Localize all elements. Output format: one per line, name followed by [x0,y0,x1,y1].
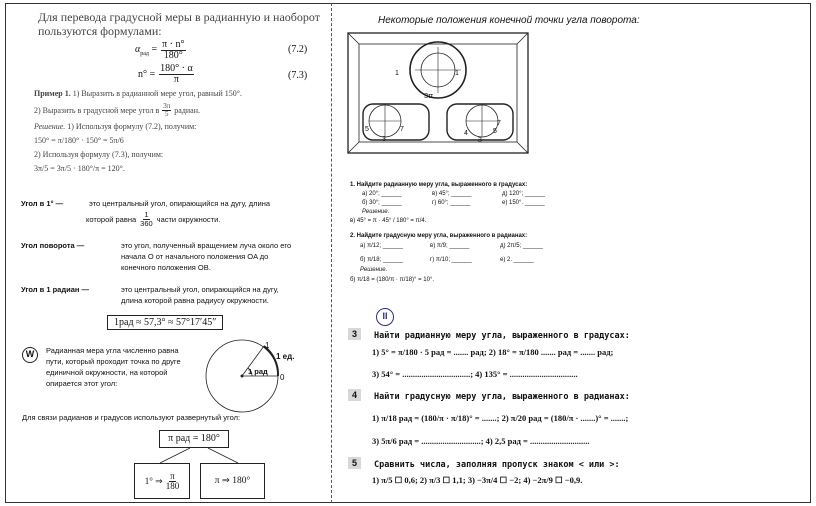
circle-label-zero: 0 [280,373,285,382]
task-5-title: Сравнить числа, заполняя пропуск знаком < или >: [374,460,620,470]
formula-7-3: n° = $\frac{180^\circ \cdot \alpha}{\pi}$ [138,63,193,85]
task-3-title: Найти радианную меру угла, выраженного в градусах: [374,331,630,341]
mark-top-pi: 3π [424,91,434,100]
mark-c4: 7 [497,120,501,127]
mark-b1: 5 [365,126,369,133]
example-1: Пример 1. 1) Выразить в радианной мере угол, равный 150°. 2) Выразить в градусной мере угол в $\frac{3\pi}{5}$ радиан. Решение. 1) Используя формулу (7.2), получим: 150° = π/180° · 150° = 5π/6 2) Используя формулу (7.3), получим: 3π/5 = 3π/5 · 180°/π = 120°. [34,89,242,173]
exercise-1: 1. Найдите радианную меру угла, выраженного в градусах: а) 20°; ______ в) 45°; ______ д) 120°; ______ б) 30°; ______ г) 60°; ______ е) 150°. ______ Решение. в) 45° = π · 45° / 180° = π/4. [350,182,545,224]
formula-7-2: $\alpha_{рад}$ = $\frac{\pi \cdot n^\circ}{180^\circ}$ [135,39,185,61]
column-divider [331,3,332,503]
circle-label-unit: 1 ед. [276,352,295,361]
positions-figure [347,32,529,154]
task-4-title: Найти градусную меру угла, выраженного в радианах: [374,392,630,402]
circle-label-one: 1 [265,341,270,350]
section-two-badge: II [376,308,394,326]
formula-tag-7-2: (7.2) [288,44,308,55]
radian-approx-box: 1рад ≈ 57,3° ≈ 57°17′45″ [107,315,223,330]
formula-tag-7-3: (7.3) [288,70,308,81]
task-3-number: 3 [348,328,361,340]
def-one-radian: Угол в 1 радиан — это центральный угол, опирающийся на дугу, длина которой равна радиусу окружности. [21,285,279,305]
mark-right-one: 1 [455,70,459,77]
mark-c3: 5 [493,128,497,135]
task-3-line-2: 3) 54° = ................................; 4) 135° = ................................ [372,369,578,379]
mark-left-one: 1 [395,70,399,77]
mark-b2: 7 [400,126,404,133]
mark-c2: 3 [478,137,482,144]
mark-b3: 3 [382,136,386,143]
positions-title: Некоторые положения конечной точки угла поворота: [378,15,640,26]
w-badge: W [22,347,38,363]
exercise-2: 2. Найдите градусную меру угла, выраженного в радианах: а) π/12; ______ в) π/9; ______ д) 2π/5; ______ б) π/18; ______ г) π/10; ______ е) 2. ______ Решение. б) π/18 = (180/π · π/18)° = 10°. [350,233,544,283]
radian-circle-figure [200,338,300,414]
task-4-line-2: 3) 5π/6 рад = ............................; 4) 2,5 рад = ............................ [372,436,590,446]
pi-rad-box: π рад = 180° [159,430,229,448]
task-4-number: 4 [348,389,361,401]
relation-text: Для связи радианов и градусов используют развернутый угол: [22,413,241,422]
intro-text: Для перевода градусной меры в радианную и наоборот пользуются формулами: [38,10,320,38]
mark-c1: 4 [464,130,468,137]
one-degree-box: 1° ⇒ $\frac{\pi}{180}$ [134,463,190,499]
def-rotation-angle: Угол поворота — это угол, полученный вращением луча около его начала O от начального положения OA до конечного положения OB. [21,241,292,272]
w-text: Радианная мера угла численно равна пути, который проходит точка по друге единичной окружности, на которой опирается этот угол: [46,346,181,388]
task-5-number: 5 [348,457,361,469]
task-3-line-1: 1) 5° = π/180 · 5 рад = ....... рад; 2) 18° = π/180 ....... рад = ....... рад; [372,347,614,357]
circle-label-rad: 1 рад [248,367,268,376]
task-5-line-1: 1) π/5 ☐ 0,6; 2) π/3 ☐ 1,1; 3) −3π/4 ☐ −2; 4) −2π/9 ☐ −0,9. [372,475,583,485]
task-4-line-1: 1) π/18 рад = (180/π · π/18)° = .......; 2) π/20 рад = (180/π · .......)° = .......; [372,413,629,423]
def-one-degree: Угол в 1° — это центральный угол, опирающийся на дугу, длина которой равна $\frac{1}{360}$ части окружности. [21,199,271,228]
pi-degree-box: π ⇒ 180° [200,463,265,499]
